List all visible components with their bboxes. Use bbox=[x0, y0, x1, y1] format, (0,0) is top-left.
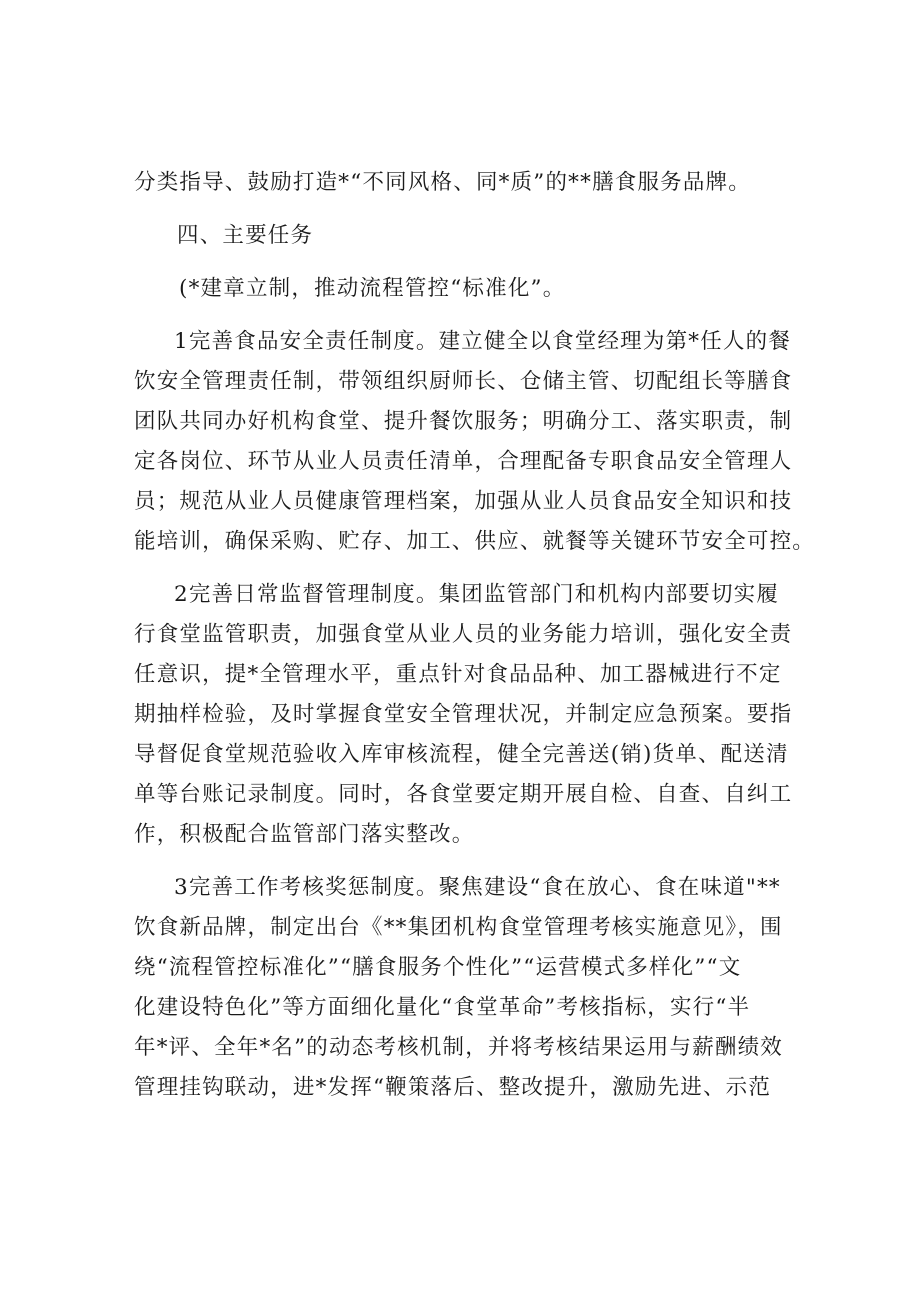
intro-continuation-paragraph bbox=[134, 163, 804, 203]
document-body bbox=[134, 163, 816, 1108]
text-line: 管理挂钩联动，进*发挥“鞭策落后、整改提升，激励先进、示范 bbox=[134, 1075, 772, 1100]
text-line: 1完善食品安全责任制度。建立健全以食堂经理为第*任人的餐 bbox=[174, 329, 792, 354]
text-line: 单等台账记录制度。同时，各食堂要定期开展自检、自查、自纠工 bbox=[134, 782, 793, 807]
text-line: 3完善工作考核奖惩制度。聚焦建设“食在放心、食在味道"** bbox=[174, 875, 781, 900]
text-line: 任意识，提*全管理水平，重点针对食品品种、加工器械进行不定 bbox=[134, 662, 782, 687]
subsection-heading-text: (*建章立制，推动流程管控“标准化”。 bbox=[179, 276, 566, 301]
text-line: 年*评、全年*名”的动态考核机制，并将考核结果运用与薪酬绩效 bbox=[134, 1035, 783, 1060]
text-line: 能培训，确保采购、贮存、加工、供应、就餐等关键环节安全可控。 bbox=[134, 529, 816, 554]
text-line: 分类指导、鼓励打造*“不同风格、同*质”的**膳食服务品牌。 bbox=[134, 170, 751, 195]
section-heading-text: 四、主要任务 bbox=[177, 223, 314, 248]
text-line: 团队共同办好机构食堂、提升餐饮服务；明确分工、落实职责，制 bbox=[134, 409, 793, 434]
text-line: 期抽样检验，及时掌握食堂安全管理状况，并制定应急预案。要指 bbox=[134, 702, 793, 727]
text-line: 化建设特色化”等方面细化量化“食堂革命”考核指标，实行“半 bbox=[134, 995, 751, 1020]
text-line: 员；规范从业人员健康管理档案，加强从业人员食品安全知识和技 bbox=[134, 489, 793, 514]
item-3-paragraph bbox=[134, 868, 804, 1108]
text-line: 2完善日常监督管理制度。集团监管部门和机构内部要切实履 bbox=[174, 582, 780, 607]
text-line: 饮食新品牌，制定出台《**集团机构食堂管理考核实施意见》，围 bbox=[134, 915, 783, 940]
section-heading bbox=[134, 216, 804, 256]
text-line: 饮安全管理责任制，带领组织厨师长、仓储主管、切配组长等膳食 bbox=[134, 369, 793, 394]
text-line: 作，积极配合监管部门落实整改。 bbox=[134, 822, 475, 847]
item-2-paragraph bbox=[134, 575, 804, 855]
text-line: 定各岗位、环节从业人员责任清单，合理配备专职食品安全管理人 bbox=[134, 449, 793, 474]
subsection-heading bbox=[134, 269, 804, 309]
text-line: 绕“流程管控标准化”“膳食服务个性化”“运营模式多样化”“文 bbox=[134, 955, 742, 980]
item-1-paragraph bbox=[134, 322, 816, 562]
text-line: 导督促食堂规范验收入库审核流程，健全完善送(销)货单、配送清 bbox=[134, 742, 789, 767]
text-line: 行食堂监管职责，加强食堂从业人员的业务能力培训，强化安全责 bbox=[134, 622, 793, 647]
